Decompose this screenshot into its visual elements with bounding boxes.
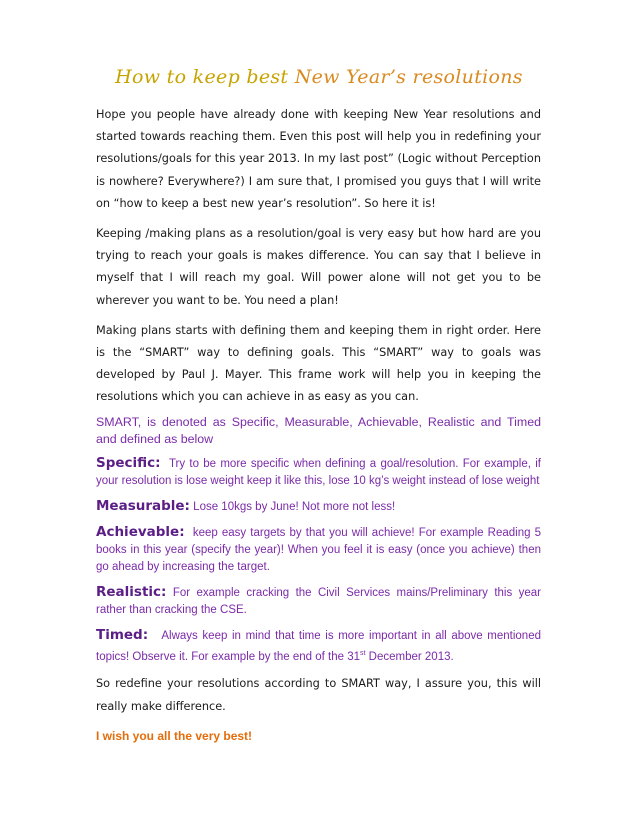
timed-term: Timed: bbox=[96, 626, 149, 643]
achievable-term: Achievable: bbox=[96, 523, 185, 540]
realistic-definition bbox=[96, 584, 541, 619]
measurable-definition bbox=[96, 498, 541, 516]
intro-paragraph: Hope you people have already done with keeping New Year resolutions and started towards reaching them. Even this post will help you in redefining your resolutions/goals for this year 2013. In my last post” (Logic without Perception is nowhere? Everywhere?) I am sure that, I promised you guys that I will write on “how to keep a best new year’s resolution”. So here it is! bbox=[96, 108, 541, 210]
redefine-paragraph: So redefine your resolutions according to SMART way, I assure you, this will really make difference. bbox=[96, 677, 541, 713]
smart-paragraph: Making plans starts with defining them and keeping them in right order. Here is the “SMART” way to defining goals. This “SMART” way to goals was developed by Paul J. Mayer. This frame work will help you in keeping the resolutions which you can achieve in as easy as you can. bbox=[96, 323, 541, 404]
plan-paragraph: Keeping /making plans as a resolution/goal is very easy but how hard are you trying to reach your goals is makes difference. You can say that I believe in myself that I will reach my goal. Will power alone will not get you to be wherever you want to be. You need a plan! bbox=[96, 227, 541, 307]
timed-text-2: December 2013. bbox=[365, 650, 454, 663]
title-part-1: How to keep best bbox=[115, 66, 289, 88]
measurable-term: Measurable: bbox=[96, 497, 190, 514]
measurable-text: Lose 10kgs by June! Not more not less! bbox=[193, 500, 396, 513]
realistic-text: For example cracking the Civil Services mains/Preliminary this year rather than cracking the CSE. bbox=[96, 586, 541, 616]
closing-line: I wish you all the very best! bbox=[96, 728, 253, 743]
article-body bbox=[96, 104, 541, 746]
page-title bbox=[0, 66, 638, 88]
timed-text-1: Always keep in mind that time is more important in all above mentioned topics! Observe it. For example by the end of the 31 bbox=[96, 629, 541, 663]
timed-superscript: st bbox=[360, 649, 366, 657]
timed-definition bbox=[96, 627, 541, 666]
realistic-term: Realistic: bbox=[96, 583, 167, 600]
smart-definition: SMART, is denoted as Specific, Measurable, Achievable, Realistic and Timed and defined as below bbox=[96, 414, 541, 446]
achievable-text: keep easy targets by that you will achieve! For example Reading 5 books in this year (specify the year)! When you feel it is easy (once you achieve) then go ahead by increasing the target. bbox=[96, 526, 542, 573]
achievable-definition bbox=[96, 524, 541, 576]
title-part-2: New Year’s resolutions bbox=[288, 66, 523, 88]
specific-definition bbox=[96, 455, 541, 490]
specific-text: Try to be more specific when defining a goal/resolution. For example, if your resolution is lose weight keep it like this, lose 10 kg’s weight instead of lose weight bbox=[96, 457, 541, 487]
specific-term: Specific: bbox=[96, 454, 161, 471]
